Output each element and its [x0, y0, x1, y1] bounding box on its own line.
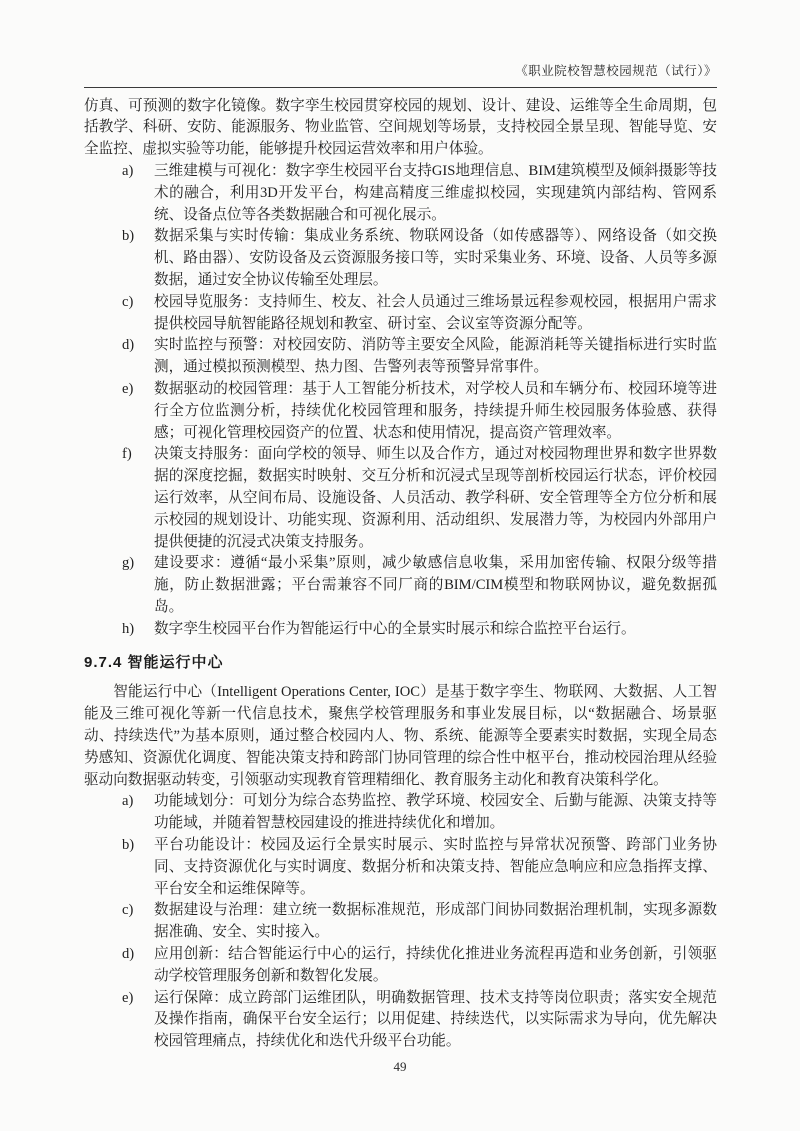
list-item-g	[84, 553, 717, 618]
page-body	[84, 96, 717, 1053]
list-item-a	[84, 791, 717, 835]
list-item-label: c)	[122, 902, 134, 919]
page-header	[84, 0, 717, 88]
list-item-label: h)	[122, 620, 135, 637]
list-item-text: 数据驱动的校园管理：基于人工智能分析技术，对学校人员和车辆分布、校园环境等进行全方位监测分析，持续优化校园管理和服务，持续提升师生校园服务体验感、获得感；可视化管理校园资产的位置、状态和使用情况，提高资产管理效率。	[154, 380, 717, 441]
list-item-label: d)	[122, 945, 135, 962]
list-item-text: 应用创新：结合智能运行中心的运行，持续优化推进业务流程再造和业务创新，引领驱动学校管理服务创新和数智化发展。	[154, 945, 717, 984]
list-item-text: 平台功能设计：校园及运行全景实时展示、实时监控与异常状况预警、跨部门业务协同、支持资源优化与实时调度、数据分析和决策支持、智能应急响应和应急指挥支撑、平台安全和运维保障等。	[154, 836, 717, 897]
intro-paragraph: 仿真、可预测的数字化镜像。数字孪生校园贯穿校园的规划、设计、建设、运维等全生命周期，包括教学、科研、安防、能源服务、物业监管、空间规划等场景，支持校园全景呈现、智能导览、安全监控、虚拟实验等功能，能够提升校园运营效率和用户体验。	[84, 97, 717, 158]
list-item-label: f)	[122, 446, 132, 463]
list-item-f	[84, 444, 717, 553]
list-item-e	[84, 988, 717, 1053]
list-item-text: 运行保障：成立跨部门运维团队，明确数据管理、技术支持等岗位职责；落实安全规范及操作指南，确保平台安全运行；以用促建、持续迭代，以实际需求为导向，优先解决校园管理痛点，持续优化和迭代升级平台功能。	[154, 989, 717, 1050]
list-item-text: 数字孪生校园平台作为智能运行中心的全景实时展示和综合监控平台运行。	[154, 620, 636, 637]
list-item-text: 决策支持服务：面向学校的领导、师生以及合作方，通过对校园物理世界和数字世界数据的深度挖掘，数据实时映射、交互分析和沉浸式呈现等剖析校园运行状态，评价校园运行效率，从空间布局、设施设备、人员活动、教学科研、安全管理等全方位分析和展示校园的规划设计、功能实现、资源利用、活动组织、发展潜力等，为校园内外部用户提供便捷的沉浸式决策支持服务。	[154, 446, 717, 550]
list-item-label: a)	[122, 793, 134, 810]
list-item-h	[84, 619, 717, 641]
list-item-label: e)	[122, 380, 134, 397]
ioc-paragraph: 智能运行中心（Intelligent Operations Center, IOC）是基于数字孪生、物联网、大数据、人工智能及三维可视化等新一代信息技术，聚焦学校管理服务和事业发展目标，以“数据融合、场景驱动、持续迭代”为基本原则，通过整合校园内人、物、系统、能源等全要素实时数据，实现全局态势感知、资源优化调度、智能决策支持和跨部门协同管理的综合性中枢平台，推动校园治理从经验驱动向数据驱动转变，引领驱动实现教育管理精细化、教育服务主动化和教育决策科学化。	[84, 684, 717, 788]
list-item-b	[84, 226, 717, 291]
ioc-requirements-list	[84, 791, 717, 1053]
list-item-c	[84, 900, 717, 944]
list-item-e	[84, 379, 717, 444]
page-footer	[0, 1059, 800, 1075]
section-heading-9-7-4: 9.7.4 智能运行中心	[84, 653, 224, 671]
list-item-text: 实时监控与预警：对校园安防、消防等主要安全风险，能源消耗等关键指标进行实时监测，通过模拟预测模型、热力图、告警列表等预警异常事件。	[154, 337, 717, 376]
list-item-text: 数据采集与实时传输：集成业务系统、物联网设备（如传感器等）、网络设备（如交换机、路由器）、安防设备及云资源服务接口等，实时采集业务、环境、设备、人员等多源数据，通过安全协议传输至处理层。	[154, 228, 717, 288]
list-item-label: b)	[122, 836, 135, 853]
list-item-d	[84, 944, 717, 988]
list-item-text: 数据建设与治理：建立统一数据标准规范，形成部门间协同数据治理机制，实现多源数据准确、安全、实时接入。	[154, 902, 717, 941]
list-item-text: 功能域划分：可划分为综合态势监控、教学环境、校园安全、后勤与能源、决策支持等功能域，并随着智慧校园建设的推进持续优化和增加。	[154, 793, 717, 832]
list-item-b	[84, 835, 717, 900]
list-item-d	[84, 335, 717, 379]
list-item-c	[84, 292, 717, 336]
list-item-text: 建设要求：遵循“最小采集”原则，减少敏感信息收集，采用加密传输、权限分级等措施，防止数据泄露；平台需兼容不同厂商的BIM/CIM模型和物联网协议，避免数据孤岛。	[154, 555, 717, 615]
digital-twin-requirements-list	[84, 161, 717, 641]
document-title: 《职业院校智慧校园规范（试行）》	[515, 64, 717, 78]
list-item-label: d)	[122, 337, 135, 354]
list-item-text: 校园导览服务：支持师生、校友、社会人员通过三维场景远程参观校园，根据用户需求提供校园导航智能路径规划和教室、研讨室、会议室等资源分配等。	[154, 293, 717, 332]
list-item-label: c)	[122, 293, 134, 310]
list-item-label: b)	[122, 228, 135, 245]
list-item-text: 三维建模与可视化：数字孪生校园平台支持GIS地理信息、BIM建筑模型及倾斜摄影等技术的融合，利用3D开发平台，构建高精度三维虚拟校园，实现建筑内部结构、管网系统、设备点位等各类数据融合和可视化展示。	[154, 163, 717, 223]
list-item-label: a)	[122, 163, 134, 180]
list-item-label: g)	[122, 555, 135, 572]
list-item-a	[84, 161, 717, 226]
content-column	[84, 0, 717, 1053]
list-item-label: e)	[122, 989, 134, 1006]
page-number: 49	[393, 1059, 407, 1074]
